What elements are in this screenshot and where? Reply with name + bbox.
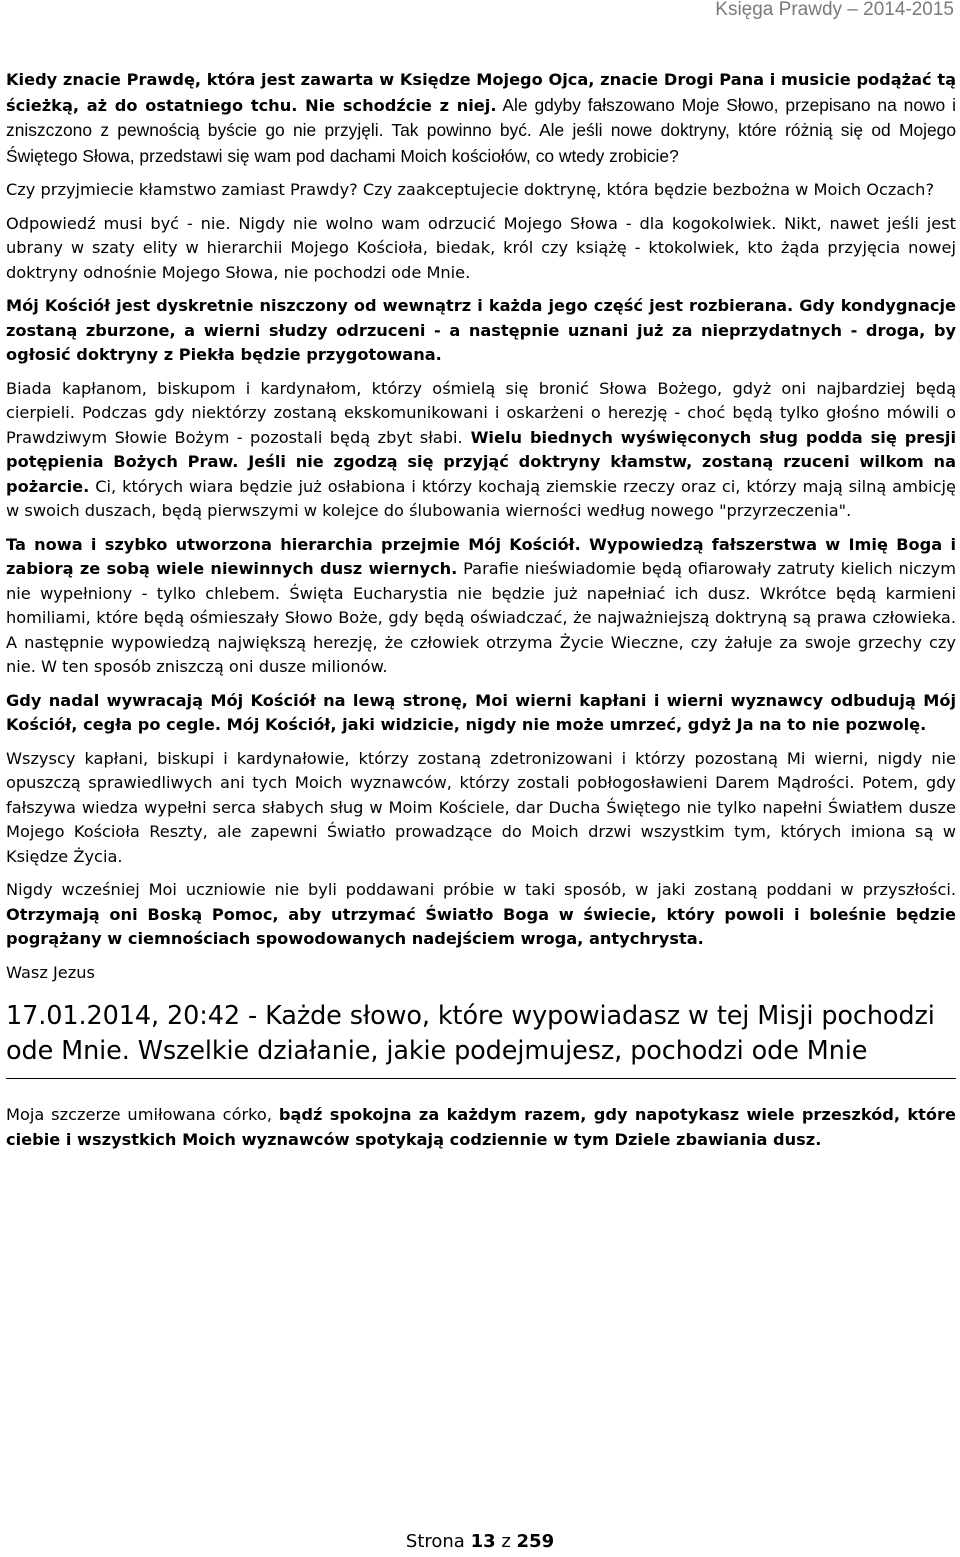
total-pages: 259 xyxy=(516,1531,555,1552)
entry-heading: 17.01.2014, 20:42 - Każde słowo, które wypowiadasz w tej Misji pochodzi ode Mnie. Wszelkie działanie, jakie podejmujesz, pochodzi ode Mnie xyxy=(6,1001,935,1066)
regular-text: Ci, których wiara będzie już osłabiona i którzy kochają ziemskie rzeczy oraz ci, którzy mają silną ambicję w swoich duszach, będą pierwszymi w kolejce do ślubowania wierności według nowego "przyrzeczenia". xyxy=(6,476,956,520)
regular-text: Nigdy wcześniej Moi uczniowie nie byli poddawani próbie w taki sposób, w jaki zostaną poddani w przyszłości. xyxy=(6,880,956,899)
bold-text: Mój Kościół jest dyskretnie niszczony od wewnątrz i każda jego część jest rozbierana. Gdy kondygnacje zostaną zburzone, a wierni słudzy odrzuceni - a następnie uznani już za nieprzydatnych - droga, by ogłosić doktryny z Piekła będzie przygotowana. xyxy=(6,296,956,364)
bold-text: Ta nowa i szybko utworzona hierarchia przejmie Mój Kościół. Wypowiedzą fałszerstwa w Imię Boga i zabiorą ze sobą wiele niewinnych dusz wiernych. xyxy=(6,534,956,578)
paragraph-1 xyxy=(6,68,956,169)
regular-text: Biada kapłanom, biskupom i kardynałom, którzy ośmielą się bronić Słowa Bożego, gdyż oni najbardziej będą cierpieli. Podczas gdy niektórzy zostaną ekskomunikowani i oskarżeni o herezję - choć będą tylko głośno mówili o Prawdziwym Słowie Bożym - pozostali będą zbyt słabi. xyxy=(6,378,956,447)
paragraph-4 xyxy=(6,294,956,368)
body-text xyxy=(6,68,956,1161)
bold-text: Otrzymają oni Boską Pomoc, aby utrzymać Światło Boga w świecie, który powoli i boleśnie będzie pogrążany w ciemnościach spowodowanych nadejściem wroga, antychrysta. xyxy=(6,904,956,948)
bold-text: bądź spokojna za każdym razem, gdy napotykasz wiele przeszkód, które ciebie i wszystkich Moich wyznawców spotykają codziennie w tym Dziele zbawiania dusz. xyxy=(6,1105,956,1149)
paragraph-8: Wszyscy kapłani, biskupi i kardynałowie, którzy zostaną zdetronizowani i którzy pozostaną Mi wierni, nigdy nie opuszczą sprawiedliwych ani tych Moich wyznawców, którzy zostali pobłogosławieni Darem Mądrości. Potem, gdy fałszywa wiedza wypełni serca słabych sług w Moim Kościele, dar Ducha Świętego nie tylko napełni Światłem dusze Mojego Kościoła Reszty, ale zapewni Światło prowadzące do Moich drzwi wszystkim tym, których imiona są w Księdze Życia. xyxy=(6,748,956,866)
paragraph-10 xyxy=(6,1103,956,1152)
running-header: Księga Prawdy – 2014-2015 xyxy=(715,0,954,20)
paragraph-6 xyxy=(6,533,956,680)
page-number xyxy=(0,1531,960,1552)
paragraph-2: Czy przyjmiecie kłamstwo zamiast Prawdy? Czy zaakceptujecie doktrynę, która będzie bezbożna w Moich Oczach? xyxy=(6,180,935,199)
page-middle: z xyxy=(495,1531,517,1552)
bold-text: Wielu biednych wyświęconych sług podda się presji potępienia Bożych Praw. Jeśli nie zgodzą się przyjąć doktryny kłamstw, zostaną rzuceni wilkom na pożarcie. xyxy=(6,427,956,496)
paragraph-9 xyxy=(6,878,956,952)
regular-text: Parafie nieświadomie będą ofiarowały zatruty kielich niczym nie wypełniony - tylko chlebem. Święta Eucharystia nie będzie już napełniać ich dusz. Wkrótce będą karmieni homiliami, które będą ośmieszały Słowo Boże, gdy będą oświadczać, że najważniejszą doktryną są prawa człowieka. A następnie wypowiedzą największą herezję, że człowiek otrzyma Życie Wieczne, czy żałuje za swoje grzechy czy nie. W ten sposób zniszczą oni dusze milionów. xyxy=(6,559,956,676)
signature: Wasz Jezus xyxy=(6,962,95,982)
current-page: 13 xyxy=(470,1531,496,1552)
page-prefix: Strona xyxy=(405,1531,471,1552)
paragraph-3: Odpowiedź musi być - nie. Nigdy nie wolno wam odrzucić Mojego Słowa - dla kogokolwiek. Nikt, nawet jeśli jest ubrany w szaty elity w hierarchii Mojego Kościoła, biedak, król czy książę - ktokolwiek, kto żąda przyjęcia nowej doktryny odnośnie Mojego Słowa, nie pochodzi ode Mnie. xyxy=(6,213,956,282)
regular-text: Ale gdyby fałszowano Moje Słowo, przepisano na nowo i zniszczono z pewnością byście go nie przyjęli. Tak powinno być. Ale jeśli nowe doktryny, które różnią się od Mojego Świętego Słowa, przedstawi się wam pod dachami Moich kościołów, co wtedy zrobicie? xyxy=(6,94,956,166)
bold-text: Gdy nadal wywracają Mój Kościół na lewą stronę, Moi wierni kapłani i wierni wyznawcy odbudują Mój Kościół, cegła po cegle. Mój Kościół, jaki widzicie, nigdy nie może umrzeć, gdyż Ja na to nie pozwolę. xyxy=(6,690,956,734)
paragraph-5 xyxy=(6,377,956,524)
bold-text: Kiedy znacie Prawdę, która jest zawarta w Księdze Mojego Ojca, znacie Drogi Pana i musicie podążać tą ścieżką, aż do ostatniego tchu. Nie schodźcie z niej. xyxy=(6,70,956,115)
regular-text: Moja szczerze umiłowana córko, xyxy=(6,1105,279,1124)
paragraph-7 xyxy=(6,689,956,738)
heading-divider xyxy=(6,1078,956,1079)
